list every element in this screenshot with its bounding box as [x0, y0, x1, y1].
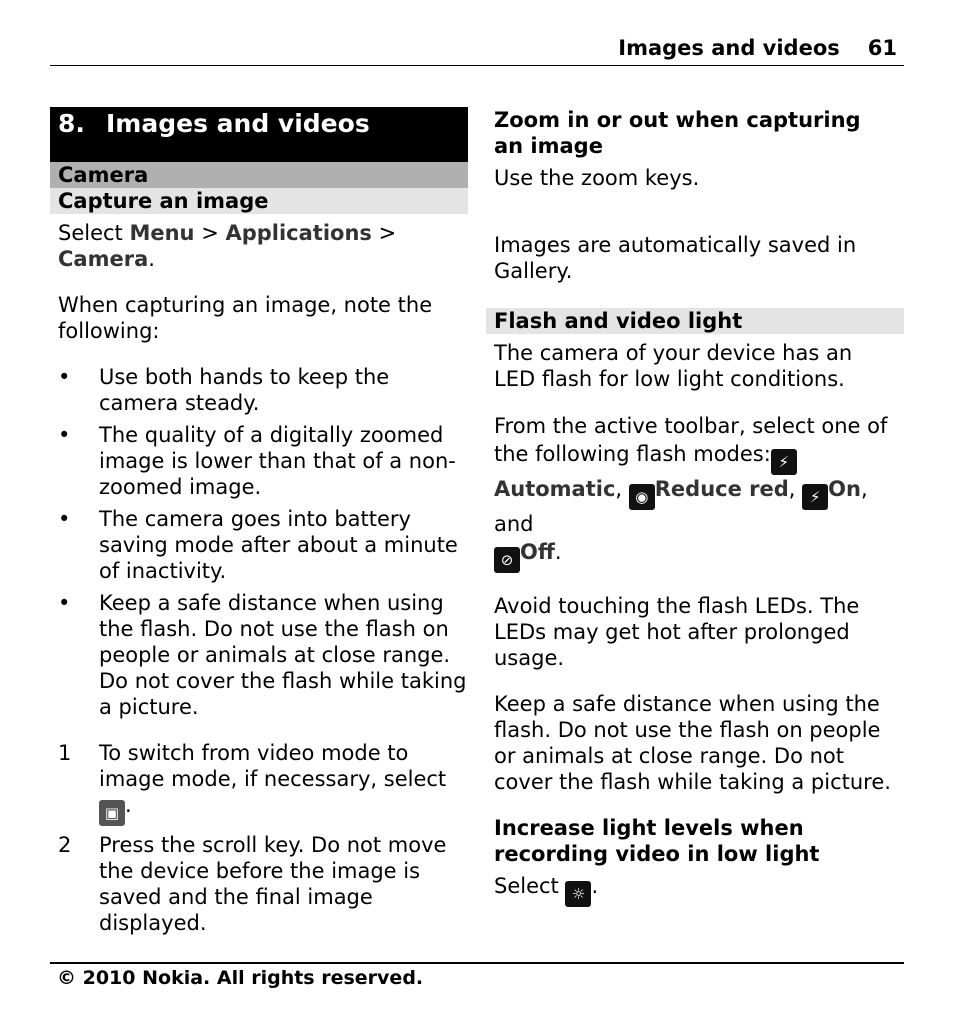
flash-intro: The camera of your device has an LED flash for low light conditions.	[494, 341, 853, 391]
menu-link: Menu	[129, 221, 195, 245]
mode-reduce-red: Reduce red	[654, 477, 789, 501]
flash-section-heading: Flash and video light	[486, 308, 904, 334]
intro-text: When capturing an image, note the following:	[58, 293, 433, 343]
select-night-mode: Select ☼ .	[486, 873, 904, 907]
mode-off: Off	[520, 540, 555, 564]
applications-link: Applications	[225, 221, 372, 245]
right-column	[486, 107, 904, 907]
mode-on: On	[828, 477, 861, 501]
header-rule	[50, 65, 904, 66]
night-mode-icon: ☼	[565, 881, 591, 907]
page-number: 61	[867, 36, 897, 60]
saved-text: Images are automatically saved in Gallery.	[494, 233, 857, 283]
zoom-text: Use the zoom keys.	[494, 166, 700, 190]
footer-rule	[50, 962, 904, 964]
running-header	[618, 35, 897, 61]
footer-copyright: © 2010 Nokia. All rights reserved.	[57, 967, 424, 989]
left-column	[50, 107, 468, 942]
select-path: Select Menu > Applications > Camera.	[58, 221, 397, 271]
chapter-number: 8.	[58, 109, 85, 138]
step-item: 2 Press the scroll key. Do not move the device before the image is saved and the final image displayed.	[58, 833, 447, 935]
steps-list	[50, 740, 468, 936]
mode-automatic: Automatic	[494, 477, 616, 501]
flash-on-icon: ⚡	[802, 484, 828, 510]
header-title: Images and videos	[618, 36, 840, 60]
tips-list	[50, 364, 468, 720]
list-item: • The quality of a digitally zoomed image is lower than that of a non-zoomed image.	[58, 423, 456, 499]
flash-automatic-icon: ⚡	[771, 449, 797, 475]
list-item: • Use both hands to keep the camera steady.	[58, 365, 390, 415]
section-heading: Camera	[50, 162, 468, 188]
reduce-red-eye-icon: ◉	[629, 484, 655, 510]
safe-distance-text: Keep a safe distance when using the flash. Do not use the flash on people or animals at close range. Do not cover the flash while taking a picture.	[494, 692, 891, 794]
flash-modes: From the active toolbar, select one of the following flash modes: ⚡ Automatic, ◉ Reduce red, ⚡ On, and ⊘ Off.	[486, 412, 904, 573]
flash-off-icon: ⊘	[494, 547, 520, 573]
zoom-heading: Zoom in or out when capturing an image	[494, 108, 861, 158]
subsection-heading: Capture an image	[50, 188, 468, 214]
camera-link: Camera	[58, 247, 149, 271]
list-item: • Keep a safe distance when using the flash. Do not use the flash on people or animals at close range. Do not cover the flash while taking a picture.	[58, 591, 467, 719]
chapter-heading	[50, 107, 468, 162]
increase-heading: Increase light levels when recording video in low light	[494, 816, 820, 866]
step-item: 1 To switch from video mode to image mode, if necessary, select ▣ .	[50, 740, 468, 826]
chapter-title: Images and videos	[106, 109, 370, 138]
avoid-text: Avoid touching the flash LEDs. The LEDs may get hot after prolonged usage.	[494, 594, 860, 670]
camera-mode-icon: ▣	[99, 800, 125, 826]
list-item: • The camera goes into battery saving mode after about a minute of inactivity.	[58, 507, 458, 583]
